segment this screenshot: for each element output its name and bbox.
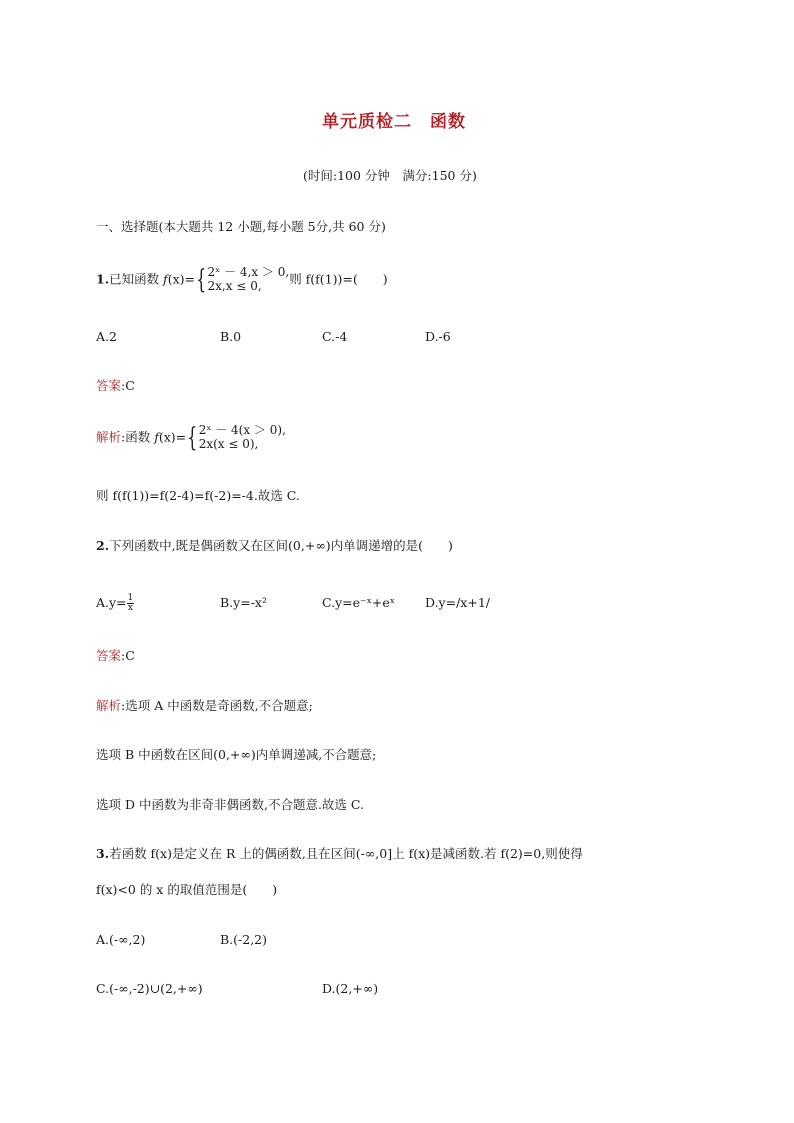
left-brace: { [196, 264, 207, 295]
option-c: C.y=e⁻ˣ+eˣ [322, 595, 396, 610]
option-a: A.(-∞,2) [96, 932, 146, 947]
fraction-numerator: 1 [127, 593, 134, 603]
question-number: 3. [96, 846, 110, 861]
option-b: B.y=-x² [220, 595, 267, 610]
option-d: D.(2,+∞) [322, 981, 379, 996]
answer-label: 答案 [96, 378, 122, 393]
piece-case-2: 2x(x ≤ 0), [198, 436, 259, 451]
left-brace: { [187, 422, 198, 453]
analysis-f: f [154, 429, 159, 445]
question-2-stem [96, 538, 453, 553]
option-b: B.(-2,2) [220, 932, 268, 947]
question-number: 2. [96, 538, 110, 553]
analysis-conclusion: 则 f(f(1))=f(2-4)=f(-2)=-4.故选 C. [96, 488, 300, 503]
q1-f: f [163, 271, 168, 287]
analysis-eq: = [175, 429, 187, 445]
analysis-label: 解析 [96, 429, 122, 445]
analysis-label: 解析 [96, 698, 122, 713]
analysis-line: 选项 B 中函数在区间(0,+∞)内单调递减,不合题意; [96, 747, 377, 762]
q1-eq: = [184, 271, 195, 287]
answer-value: :C [121, 648, 135, 663]
fraction [127, 594, 135, 613]
q2-text: 下列函数中,既是偶函数又在区间(0,+∞)内单调递增的是( ) [109, 538, 453, 553]
question-3-stem [96, 846, 583, 861]
fraction-denominator: x [127, 603, 133, 613]
question-3-stem-continued: f(x)<0 的 x 的取值范围是( ) [96, 882, 278, 897]
q1-lead: 已知函数 [109, 271, 164, 287]
option-a [96, 594, 134, 613]
analysis-line [96, 424, 286, 452]
question-number: 1. [96, 271, 110, 287]
piecewise-definition [208, 266, 290, 294]
analysis-line [96, 698, 313, 713]
option-c: C.(-∞,-2)∪(2,+∞) [96, 981, 203, 996]
q3-text: 若函数 f(x)是定义在 R 上的偶函数,且在区间(-∞,0]上 f(x)是减函数.若 f(2)=0,则使得 [109, 846, 583, 861]
section-heading: 一、选择题(本大题共 12 小题,每小题 5分,共 60 分) [96, 219, 386, 234]
answer-line [96, 648, 135, 663]
option-a: A.2 [96, 329, 117, 344]
option-b: B.0 [220, 329, 242, 344]
exam-info: (时间:100 分钟 满分:150 分) [303, 168, 477, 183]
piece-case-2: 2x,x ≤ 0, [207, 278, 262, 293]
option-a-prefix: A.y= [96, 595, 127, 610]
analysis-lead: :函数 [121, 429, 155, 445]
q1-fx-paren: (x) [167, 271, 185, 287]
answer-value: :C [121, 378, 135, 393]
analysis-text: :选项 A 中函数是奇函数,不合题意; [121, 698, 313, 713]
piece-case-1: 2ˣ － 4(x ＞ 0), [198, 423, 286, 437]
question-1-stem [96, 266, 388, 294]
option-d: D.y=/x+1/ [425, 595, 490, 610]
option-d: D.-6 [425, 329, 451, 344]
piecewise-definition [199, 424, 286, 452]
analysis-fx-paren: (x) [158, 429, 176, 445]
q1-tail: 则 f(f(1))=( ) [289, 271, 388, 287]
answer-line [96, 378, 135, 393]
piece-case-1: 2ˣ － 4,x ＞ 0, [207, 265, 290, 279]
answer-label: 答案 [96, 648, 122, 663]
option-c: C.-4 [322, 329, 348, 344]
analysis-line: 选项 D 中函数为非奇非偶函数,不合题意.故选 C. [96, 797, 364, 812]
page-title: 单元质检二 函数 [322, 112, 466, 132]
